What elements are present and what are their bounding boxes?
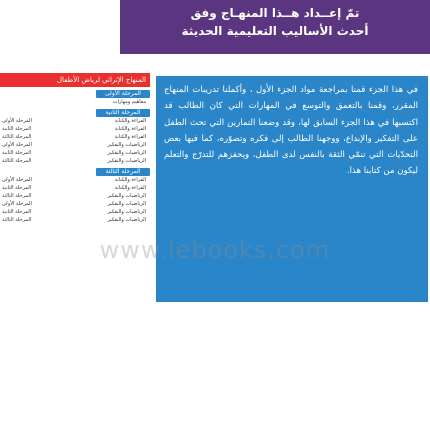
row-subject: الرياضيات والتفكير xyxy=(107,209,146,215)
list-item xyxy=(0,157,150,165)
row-subject: القراءة والكتابة xyxy=(114,185,146,191)
row-subject: الرياضيات والتفكير xyxy=(107,217,146,223)
row-subject: القراءة والكتابة xyxy=(114,177,146,183)
description-panel xyxy=(156,76,428,302)
row-level: المرحلة الثالثة xyxy=(2,217,32,223)
stage-label: المرحلة الأولى xyxy=(96,90,150,98)
list-item xyxy=(0,141,150,149)
row-subject: القراءة والكتابة xyxy=(114,126,146,132)
header-line-2: أحدث الأساليب التعليمية الحديثة xyxy=(181,24,369,38)
row-subject: الرياضيات والتفكير xyxy=(107,193,146,199)
list-item xyxy=(0,117,150,125)
list-item xyxy=(0,149,150,157)
row-subject: الرياضيات والتفكير xyxy=(107,150,146,156)
list-item xyxy=(0,176,150,184)
row-level: المرحلة الثالثة xyxy=(2,134,32,140)
curriculum-panel xyxy=(0,73,150,333)
row-level: المرحلة الثانية xyxy=(2,185,32,191)
watermark: www.lebooks.com xyxy=(99,236,331,264)
list-item xyxy=(0,192,150,200)
row-level: المرحلة الثانية xyxy=(2,150,32,156)
header-banner xyxy=(120,0,430,54)
row-level: المرحلة الثالثة xyxy=(2,158,32,164)
stage-label: المرحلة الثالثة xyxy=(96,168,150,176)
row-subject: الرياضيات والتفكير xyxy=(107,158,146,164)
row-subject: الرياضيات والتفكير xyxy=(107,142,146,148)
row-level: المرحلة الأولى xyxy=(2,142,32,148)
row-level: المرحلة الثالثة xyxy=(2,193,32,199)
header-line-1: تمّ إعــداد هــذا المنهـاج وفق xyxy=(190,6,360,20)
row-level: المرحلة الأولى xyxy=(2,118,32,124)
description-text: في هذا الجزء قمنا بمراجعة مواد الجزء الأول ، وأكملنا تدريبات المنهاج المقرر، وقمنا بالتعمق والتوسع في المهارات التي كان الطالب قد اكتسبها في هذا الجزء السابق لها، وقد وضعنا التمارين التي تحث الطفل على التفكير والإبداع، ووجهنا الطالب إلى فكره وتصوّره، كما فيها بعض التحدّيات التي تنمّي الثقة بالنفس لدى الطفل، ويحفزهم للتدرّج والتعلم ليكون من كتابنا هذا. xyxy=(164,85,418,177)
row-level: المرحلة الثانية xyxy=(2,209,32,215)
list-item xyxy=(0,184,150,192)
row-subject: الرياضيات والتفكير xyxy=(107,201,146,207)
list-item xyxy=(0,208,150,216)
list-item xyxy=(0,98,150,106)
row-level: المرحلة الثانية xyxy=(2,126,32,132)
list-item xyxy=(0,125,150,133)
row-subject: مفاهيم ومهارات xyxy=(112,99,146,105)
curriculum-banner: المنهاج الإثرائي لرياض الأطفال xyxy=(0,73,150,87)
stage-label: المرحلة الثانية xyxy=(96,109,150,117)
row-level: المرحلة الأولى xyxy=(2,177,32,183)
list-item xyxy=(0,216,150,224)
list-item xyxy=(0,200,150,208)
row-level: المرحلة الأولى xyxy=(2,201,32,207)
row-subject: القراءة والكتابة xyxy=(114,118,146,124)
list-item xyxy=(0,133,150,141)
row-subject: القراءة والكتابة xyxy=(114,134,146,140)
